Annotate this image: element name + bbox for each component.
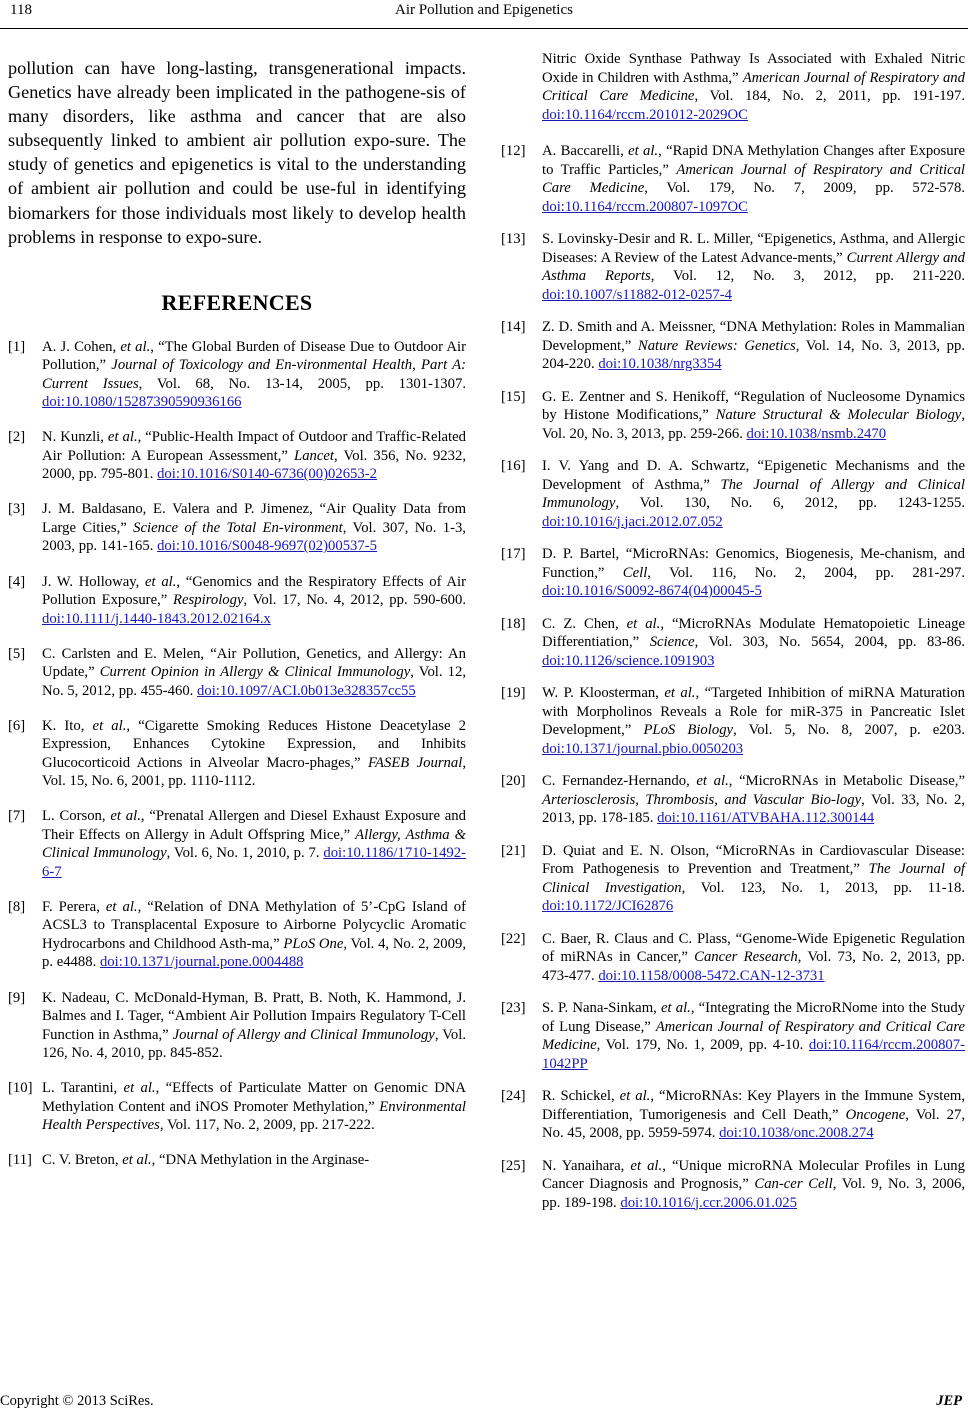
reference-text: S. Lovinsky-Desir and R. L. Miller, “Epigenetics, Asthma, and Allergic Diseases: A Review of the Latest Advance-ments,” xyxy=(542,231,965,266)
reference-journal: Journal of Toxicology and En-vironmental Health, Part A: Current Issues xyxy=(42,357,466,392)
reference-journal: Lancet xyxy=(294,447,335,464)
reference-number: [10] xyxy=(8,1080,33,1097)
reference-etal: et al. xyxy=(105,898,138,915)
reference-text: C. Z. Chen, xyxy=(542,615,627,632)
reference-doi-link[interactable]: doi:10.1164/rccm.200807-1097OC xyxy=(542,198,748,215)
reference-title: , “Integrating the MicroRNome into the Study of Lung Disease,” xyxy=(542,1000,966,1035)
reference-etal: et al. xyxy=(122,1152,152,1169)
reference-journal: PLoS One xyxy=(283,935,344,952)
reference-journal: Current Allergy and Asthma Reports xyxy=(542,249,965,284)
reference-text: K. Nadeau, C. McDonald-Hyman, B. Pratt, B. Noth, K. Hammond, J. Balmes and I. Tager, “Ambient Air Pollution Impairs Regulatory T-Cell Function in Asthma,” xyxy=(42,989,466,1043)
reference-journal: Environmental Health Perspectives xyxy=(42,1098,466,1134)
reference-journal: Science xyxy=(649,634,695,650)
reference-details: , Vol. 27, No. 45, 2008, pp. 5959-5974. xyxy=(542,1106,966,1141)
reference-details: , Vol. 12, No. 5, 2012, pp. 455-460. xyxy=(42,664,466,699)
reference-item xyxy=(8,717,466,791)
reference-etal: et al. xyxy=(619,1088,651,1104)
reference-details: , Vol. 126, No. 4, 2010, pp. 845-852. xyxy=(42,1026,466,1061)
reference-journal: PLoS Biology xyxy=(643,722,734,738)
reference-text: F. Perera, xyxy=(42,898,106,915)
reference-journal: The Journal of Clinical Investigation xyxy=(542,861,966,896)
reference-details: , Vol. 184, No. 2, 2011, pp. 191-197. xyxy=(694,88,965,104)
reference-journal: Oncogene xyxy=(845,1106,906,1123)
reference-text: W. P. Kloosterman, xyxy=(542,685,665,701)
header-rule xyxy=(0,28,968,29)
reference-number: [4] xyxy=(8,573,26,590)
reference-details: , Vol. 14, No. 3, 2013, pp. 204-220. xyxy=(542,337,965,372)
left-column xyxy=(8,56,466,1186)
reference-title: , “Unique microRNA Molecular Profiles in Lung Cancer Diagnosis and Prognosis,” xyxy=(542,1157,965,1192)
reference-journal: Cancer Research xyxy=(694,949,798,965)
reference-details: , Vol. 12, No. 3, 2012, pp. 211-220. xyxy=(650,268,965,284)
reference-item xyxy=(8,989,466,1063)
reference-number: [13] xyxy=(501,231,526,247)
reference-details: , Vol. 68, No. 13-14, 2005, pp. 1301-1307. xyxy=(138,375,466,392)
reference-number: [2] xyxy=(8,429,26,446)
reference-journal: FASEB Journal xyxy=(367,754,463,771)
reference-text: L. Tarantini, xyxy=(42,1080,124,1097)
reference-item xyxy=(501,142,965,216)
reference-item xyxy=(501,230,965,304)
reference-text: C. Baer, R. Claus and C. Plass, “Genome-Wide Epigenetic Regulation of miRNAs in Cancer,” xyxy=(542,930,965,965)
reference-details: , Vol. 73, No. 2, 2013, pp. 473-477. xyxy=(542,949,965,984)
reference-etal: et al. xyxy=(628,143,659,159)
reference-title: , “Targeted Inhibition of miRNA Maturation with Morpholinos Reveals a Role for miR-375 in Pancreatic Islet Development,” xyxy=(542,685,965,738)
reference-journal: Arteriosclerosis, Thrombosis, and Vascular Bio-logy xyxy=(542,791,862,808)
reference-item xyxy=(501,545,965,601)
reference-details: , Vol. 179, No. 7, 2009, pp. 572-578. xyxy=(644,180,965,196)
reference-text: C. Fernandez-Hernando, xyxy=(542,773,697,789)
reference-details: , Vol. 6, No. 1, 2010, p. 7. xyxy=(166,845,324,862)
reference-etal: et al. xyxy=(123,1080,156,1097)
reference-journal: Journal of Allergy and Clinical Immunology xyxy=(172,1026,435,1043)
reference-journal: Allergy, Asthma & Clinical Immunology xyxy=(42,826,466,862)
reference-item xyxy=(501,684,965,758)
reference-title: , “Prenatal Allergen and Diesel Exhaust Exposure and Their Effects on Allergy in Adult Offspring Mice,” xyxy=(42,808,466,843)
reference-journal: Can-cer Cell xyxy=(754,1176,833,1192)
reference-doi-link[interactable]: doi:10.1172/JCI62876 xyxy=(542,898,674,914)
reference-journal: Science of the Total En-vironment xyxy=(133,519,343,536)
reference-item xyxy=(501,772,965,828)
reference-text: J. M. Baldasano, E. Valera and P. Jimenez, “Air Quality Data from Large Cities,” xyxy=(42,501,466,536)
reference-number: [17] xyxy=(501,546,526,562)
reference-text: D. Quiat and E. N. Olson, “MicroRNAs in Cardiovascular Disease: From Pathogenesis to Prevention and Treatment,” xyxy=(542,842,965,877)
reference-number: [16] xyxy=(501,458,526,474)
reference-number: [7] xyxy=(8,808,26,825)
page-number: 118 xyxy=(10,2,32,18)
reference-text: A. Baccarelli, xyxy=(542,143,629,159)
reference-item xyxy=(501,615,965,671)
reference-etal: et al. xyxy=(145,573,177,590)
reference-number: [15] xyxy=(501,388,526,405)
reference-number: [21] xyxy=(501,842,526,859)
footer-copyright: Copyright © 2013 SciRes. xyxy=(0,1393,154,1409)
reference-number: [12] xyxy=(501,143,526,159)
reference-journal: American Journal of Respiratory and Critical Care Medicine xyxy=(542,69,965,104)
reference-number: [8] xyxy=(8,898,26,915)
reference-text: L. Corson, xyxy=(42,808,111,825)
reference-doi-link[interactable]: doi:10.1016/S0048-9697(02)00537-5 xyxy=(157,538,377,555)
reference-doi-link[interactable]: doi:10.1186/1710-1492-6-7 xyxy=(42,845,467,880)
reference-number: [18] xyxy=(501,615,526,632)
reference-item xyxy=(8,807,466,881)
reference-item xyxy=(8,898,466,972)
reference-etal: et al. xyxy=(696,773,729,789)
reference-item xyxy=(501,388,965,444)
reference-doi-link[interactable]: doi:10.1080/15287390590936166 xyxy=(42,394,242,411)
reference-item xyxy=(501,930,965,986)
reference-journal: American Journal of Respiratory and Critical Care Medicine xyxy=(542,161,966,196)
footer-journal: JEP xyxy=(936,1393,962,1409)
reference-doi-link[interactable]: doi:10.1038/nrg3354 xyxy=(598,356,722,372)
reference-doi-link[interactable]: doi:10.1164/rccm.201012-2029OC xyxy=(542,106,748,123)
reference-title: , “DNA Methylation in the Arginase- xyxy=(151,1152,370,1169)
reference-title: , “Rapid DNA Methylation Changes after Exposure to Traffic Particles,” xyxy=(542,143,965,178)
reference-text: D. P. Bartel, “MicroRNAs: Genomics, Biogenesis, Me-chanism, and Function,” xyxy=(542,546,965,581)
reference-details: , Vol. 15, No. 6, 2001, pp. 1110-1112. xyxy=(42,754,466,790)
reference-details: , Vol. 130, No. 6, 2012, pp. 1243-1255. xyxy=(615,495,965,511)
reference-details: , Vol. 179, No. 1, 2009, pp. 4-10. xyxy=(596,1037,809,1053)
reference-title: , “Cigarette Smoking Reduces Histone Deacetylase 2 Expression, Enhances Cytokine Expression, and Inhibits Glucocorticoid Actions in Alveolar Macro-phages,” xyxy=(42,717,466,771)
reference-doi-link[interactable]: doi:10.1126/science.1091903 xyxy=(542,652,715,669)
reference-journal: The Journal of Allergy and Clinical Immunology xyxy=(542,476,965,511)
reference-details: , Vol. 17, No. 4, 2012, pp. 590-600. xyxy=(243,592,467,609)
reference-item xyxy=(8,1151,466,1170)
reference-text: S. P. Nana-Sinkam, xyxy=(542,1000,661,1016)
references-list-right xyxy=(501,50,965,1212)
reference-item xyxy=(8,338,466,412)
reference-text: A. J. Cohen, xyxy=(42,338,121,355)
reference-number: [5] xyxy=(8,645,26,662)
reference-item xyxy=(8,500,466,556)
reference-item xyxy=(8,1079,466,1135)
reference-doi-link[interactable]: doi:10.1111/j.1440-1843.2012.02164.x xyxy=(42,610,271,627)
reference-text: K. Ito, xyxy=(42,717,93,734)
reference-title: , “Relation of DNA Methylation of 5’-CpG Island of ACSL3 to Transplacental Exposure to Airborne Polycyclic Aromatic Hydrocarbons and Childhood Asth-ma,” xyxy=(42,898,466,952)
reference-text: C. Carlsten and E. Melen, “Air Pollution, Genetics, and Allergy: An Update,” xyxy=(42,645,466,681)
reference-number: [9] xyxy=(8,989,26,1006)
reference-etal: et al. xyxy=(664,685,696,701)
reference-details: , Vol. 33, No. 2, 2013, pp. 178-185. xyxy=(542,791,965,826)
reference-text: C. V. Breton, xyxy=(42,1152,123,1169)
reference-etal: et al. xyxy=(92,717,127,734)
reference-number: [25] xyxy=(501,1157,526,1174)
right-column xyxy=(501,50,965,1226)
reference-journal: Nature Structural & Molecular Biology xyxy=(715,407,962,423)
reference-item xyxy=(8,645,466,701)
reference-number: [6] xyxy=(8,717,26,734)
reference-doi-link[interactable]: doi:10.1164/rccm.200807-1042PP xyxy=(542,1037,965,1072)
reference-journal: Respirology xyxy=(173,592,244,609)
reference-etal: et al. xyxy=(626,615,661,632)
reference-item xyxy=(501,1157,965,1213)
reference-journal: Current Opinion in Allergy & Clinical Immunology xyxy=(99,664,411,681)
reference-details: , Vol. 20, No. 3, 2013, pp. 259-266. xyxy=(542,407,965,442)
reference-doi-link[interactable]: doi:10.1038/nsmb.2470 xyxy=(746,425,887,442)
reference-doi-link[interactable]: doi:10.1161/ATVBAHA.112.300144 xyxy=(657,810,875,826)
reference-doi-link[interactable]: doi:10.1038/onc.2008.274 xyxy=(719,1125,874,1141)
reference-item xyxy=(8,428,466,484)
reference-number: [19] xyxy=(501,685,526,701)
reference-doi-link[interactable]: doi:10.1097/ACI.0b013e328357cc55 xyxy=(197,682,416,699)
reference-details: , Vol. 5, No. 8, 2007, p. e203. xyxy=(733,722,965,738)
reference-item xyxy=(501,318,965,374)
reference-journal: American Journal of Respiratory and Critical Care Medicine xyxy=(542,1018,966,1053)
reference-number: [11] xyxy=(8,1152,32,1169)
reference-etal: et al. xyxy=(110,808,141,825)
reference-item xyxy=(8,573,466,629)
reference-details: , Vol. 117, No. 2, 2009, pp. 217-222. xyxy=(159,1117,375,1134)
reference-title: , “Genomics and the Respiratory Effects of Air Pollution Exposure,” xyxy=(42,573,466,609)
reference-details: , Vol. 123, No. 1, 2013, pp. 11-18. xyxy=(681,879,965,896)
reference-number: [3] xyxy=(8,501,26,518)
reference-details: , Vol. 4, No. 2, 2009, p. e4488. xyxy=(42,935,466,971)
reference-title: , “MicroRNAs Modulate Hematopoietic Lineage Differentiation,” xyxy=(542,615,965,650)
running-title: Air Pollution and Epigenetics xyxy=(395,2,573,18)
reference-item xyxy=(501,999,965,1073)
reference-number: [14] xyxy=(501,319,526,335)
reference-number: [23] xyxy=(501,1000,526,1016)
reference-journal: Nature Reviews: Genetics xyxy=(637,337,796,354)
reference-text: Z. D. Smith and A. Meissner, “DNA Methylation: Roles in Mammalian Development,” xyxy=(542,319,965,354)
reference-text: N. Yanaihara, xyxy=(542,1157,631,1174)
reference-doi-link[interactable]: doi:10.1371/journal.pone.0004488 xyxy=(99,954,304,971)
reference-text: Nitric Oxide Synthase Pathway Is Associated with Exhaled Nitric Oxide in Children with Asthma,” xyxy=(542,51,965,86)
reference-title: , “MicroRNAs: Key Players in the Immune System, Differentiation, Tumorigenesis and Cell Death,” xyxy=(542,1088,965,1123)
reference-title: , “Effects of Particulate Matter on Genomic DNA Methylation Content and iNOS Promoter Methylation,” xyxy=(42,1080,467,1115)
reference-item xyxy=(501,50,965,124)
reference-etal: et al. xyxy=(660,1000,691,1016)
reference-text: I. V. Yang and D. A. Schwartz, “Epigenetic Mechanisms and the Development of Asthma,” xyxy=(542,458,965,493)
reference-etal: et al. xyxy=(120,338,151,355)
reference-doi-link[interactable]: doi:10.1016/j.ccr.2006.01.025 xyxy=(620,1194,797,1211)
body-paragraph: pollution can have long-lasting, transgenerational impacts. Genetics have already been implicated in the pathogene-sis of many disorders, like asthma and cancer that are also subsequently linked to ambient air pollution expo-sure. The study of genetics and epigenetics is vital to the understanding of ambient air pollution and could be use-ful in identifying biomarkers for those individuals most likely to develop health problems in response to expo-sure. xyxy=(8,58,466,247)
reference-doi-link[interactable]: doi:10.1371/journal.pbio.0050203 xyxy=(542,740,744,757)
reference-doi-link[interactable]: doi:10.1007/s11882-012-0257-4 xyxy=(542,286,732,303)
reference-details: , Vol. 356, No. 9232, 2000, pp. 795-801. xyxy=(42,447,466,483)
references-heading: REFERENCES xyxy=(161,289,313,315)
reference-number: [20] xyxy=(501,773,526,789)
reference-number: [22] xyxy=(501,930,526,947)
reference-number: [24] xyxy=(501,1088,526,1104)
reference-item xyxy=(501,457,965,531)
reference-text: N. Kunzli, xyxy=(42,429,108,446)
reference-details: , Vol. 116, No. 2, 2004, pp. 281-297. xyxy=(647,564,965,581)
reference-item xyxy=(501,842,965,916)
reference-item xyxy=(501,1087,965,1143)
reference-etal: et al. xyxy=(107,429,138,446)
reference-title: , “The Global Burden of Disease Due to Outdoor Air Pollution,” xyxy=(42,338,466,374)
reference-number: [1] xyxy=(8,338,26,355)
references-list-left xyxy=(8,338,466,1170)
reference-doi-link[interactable]: doi:10.1016/S0140-6736(00)02653-2 xyxy=(157,466,377,483)
reference-journal: Cell xyxy=(622,564,648,581)
reference-doi-link[interactable]: doi:10.1016/j.jaci.2012.07.052 xyxy=(542,513,723,530)
reference-title: , “MicroRNAs in Metabolic Disease,” xyxy=(728,773,965,789)
reference-details: , Vol. 307, No. 1-3, 2003, pp. 141-165. xyxy=(42,519,466,555)
reference-details: , Vol. 9, No. 3, 2006, pp. 189-198. xyxy=(542,1176,966,1211)
reference-etal: et al. xyxy=(630,1157,663,1174)
reference-text: R. Schickel, xyxy=(542,1088,620,1104)
reference-details: , Vol. 303, No. 5654, 2004, pp. 83-86. xyxy=(694,634,965,650)
reference-title: , “Public-Health Impact of Outdoor and Traffic-Related Air Pollution: A European Assessment,” xyxy=(42,429,466,464)
reference-text: G. E. Zentner and S. Henikoff, “Regulation of Nucleosome Dynamics by Histone Modifications,” xyxy=(542,388,965,423)
reference-doi-link[interactable]: doi:10.1158/0008-5472.CAN-12-3731 xyxy=(598,967,825,984)
reference-text: J. W. Holloway, xyxy=(42,573,146,590)
reference-doi-link[interactable]: doi:10.1016/S0092-8674(04)00045-5 xyxy=(542,583,762,599)
